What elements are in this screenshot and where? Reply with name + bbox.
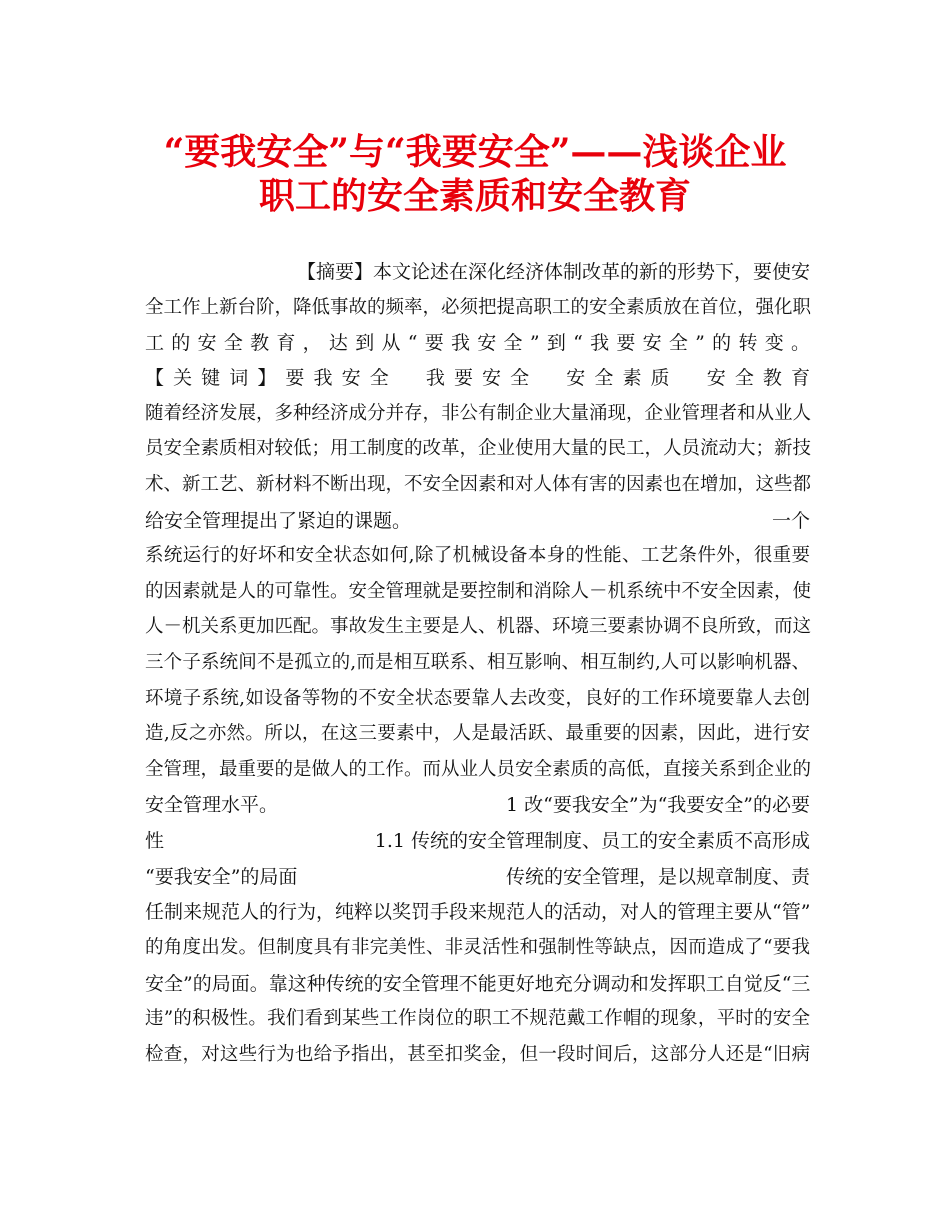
body-line-11: 人－机关系更加匹配。事故发生主要是人、机器、环境三要素协调不良所致，而这 [145,616,812,637]
body-line-10: 的因素就是人的可靠性。安全管理就是要控制和消除人－机系统中不安全因素，使 [145,581,812,602]
body-line-7: 术、新工艺、新材料不断出现，不安全因素和对人体有害的因素也在增加，这些都 [145,474,812,495]
body-line-15: 全管理，最重要的是做人的工作。而从业人员安全素质的高低，直接关系到企业的 [145,759,812,780]
section-heading-1-tail: 性 [145,830,165,852]
section-heading-1-1-tail: “要我安全”的局面 [145,866,298,888]
body-line-12: 三个子系统间不是孤立的,而是相互联系、相互影响、相互制约,人可以影响机器、 [145,652,810,673]
body-line-3: 工的安全教育，达到从“要我安全”到“我要安全”的转变。 [145,332,810,354]
abstract-text: 【摘要】本文论述在深化经济体制改革的新的形势下，要使安 [296,261,810,283]
document-title-line-2: 职工的安全素质和安全教育 [258,175,691,217]
body-line-18 [145,862,810,892]
body-line-16 [145,790,810,820]
body-line-6: 员安全素质相对较低；用工制度的改革，企业使用大量的民工，人员流动大；新技 [145,438,812,459]
body-line-21: 安全”的局面。靠这种传统的安全管理不能更好地充分调动和发挥职工自觉反“三 [145,973,811,995]
body-line-1 [145,257,810,287]
body-line-8-text: 给安全管理提出了紧迫的课题。 [145,510,412,532]
body-line-8 [145,506,810,536]
body-line-17 [145,826,810,856]
keywords-line: 【关键词】要我安全 我要安全 安全素质 安全教育 [145,367,810,389]
section-heading-1: 1 改“要我安全”为“我要安全”的必要 [506,794,810,816]
body-line-16-text: 安全管理水平。 [145,794,279,816]
body-line-14: 造,反之亦然。所以，在这三要素中，人是最活跃、最重要的因素，因此，进行安 [145,723,810,744]
body-line-20: 的角度出发。但制度具有非完美性、非灵活性和强制性等缺点，因而造成了“要我 [145,937,810,958]
body-line-19: 任制来规范人的行为，纯粹以奖罚手段来规范人的活动，对人的管理主要从“管” [145,901,811,923]
body-line-8-tail: 一个 [771,510,810,532]
body-line-23: 检查，对这些行为也给予指出，甚至扣奖金，但一段时间后，这部分人还是“旧病 [145,1044,810,1065]
body-line-13: 环境子系统,如设备等物的不安全状态要靠人去改变，良好的工作环境要靠人去创 [145,688,810,709]
document-title-line-1: “要我安全”与“我要安全”——浅谈企业 [163,131,787,173]
body-line-2: 全工作上新台阶，降低事故的频率，必须把提高职工的安全素质放在首位，强化职 [145,297,812,318]
body-line-5: 随着经济发展，多种经济成分并存，非公有制企业大量涌现，企业管理者和从业人 [145,403,812,424]
section-heading-1-1: 1.1 传统的安全管理制度、员工的安全素质不高形成 [374,830,810,852]
body-line-18-tail: 传统的安全管理，是以规章制度、责 [505,866,810,888]
body-line-22: 违”的积极性。我们看到某些工作岗位的职工不规范戴工作帽的现象，平时的安全 [145,1008,810,1029]
body-line-9: 系统运行的好坏和安全状态如何,除了机械设备本身的性能、工艺条件外，很重要 [145,545,810,566]
